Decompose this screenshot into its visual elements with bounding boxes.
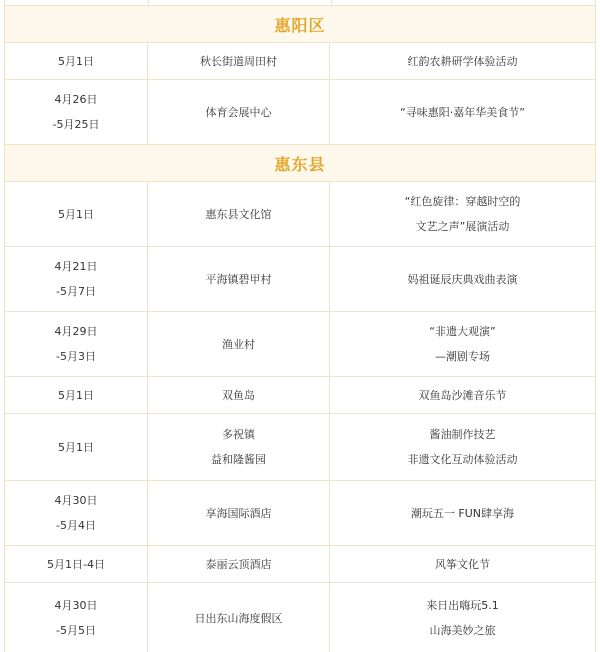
date-cell	[5, 43, 148, 79]
date-cell	[5, 182, 148, 246]
table-row	[5, 247, 595, 312]
activity-text: —潮剧专场	[435, 350, 490, 363]
date-cell	[5, 80, 148, 144]
date-cell	[5, 377, 148, 413]
venue-text: 益和隆酱园	[211, 453, 266, 466]
date-text: 5月1日	[58, 440, 94, 454]
date-text: 5月1日	[58, 207, 94, 221]
section-header: 惠东县	[5, 145, 595, 182]
venue-cell	[148, 312, 330, 376]
activity-text: 潮玩五一 FUN肆享海	[410, 506, 515, 520]
table-row	[5, 414, 595, 481]
venue-cell	[148, 583, 330, 652]
table-body	[5, 6, 595, 652]
date-text: 4月29日	[54, 325, 98, 338]
activity-text: 来日出嗨玩5.1	[426, 599, 499, 612]
date-text: 5月1日	[58, 54, 94, 68]
date-cell	[5, 247, 148, 311]
activity-cell	[330, 312, 595, 376]
activity-cell	[330, 377, 595, 413]
activity-text: “红色旋律：穿越时空的	[404, 195, 521, 208]
event-schedule-table	[4, 0, 596, 652]
venue-cell	[148, 481, 330, 545]
activity-cell	[330, 80, 595, 144]
activity-text: 风筝文化节	[435, 557, 490, 571]
activity-cell	[330, 583, 595, 652]
table-row	[5, 481, 595, 546]
date-cell	[5, 414, 148, 480]
table-row	[5, 43, 595, 80]
date-text: 5月1日	[58, 388, 94, 402]
activity-cell	[330, 414, 595, 480]
date-text: -5月5日	[56, 624, 96, 637]
venue-cell	[148, 546, 330, 582]
venue-text: 双鱼岛	[222, 388, 255, 402]
table-row	[5, 583, 595, 652]
table-row	[5, 377, 595, 414]
venue-text: 多祝镇	[222, 428, 255, 441]
activity-text: 双鱼岛沙滩音乐节	[418, 388, 507, 402]
venue-cell	[148, 377, 330, 413]
venue-cell	[148, 247, 330, 311]
venue-text: 平海镇碧甲村	[205, 272, 272, 286]
date-cell	[5, 583, 148, 652]
activity-text: “寻味惠阳·嘉年华美食节”	[400, 105, 525, 119]
date-text: -5月3日	[56, 350, 96, 363]
venue-text: 享海国际酒店	[205, 506, 272, 520]
activity-cell	[330, 481, 595, 545]
venue-cell	[148, 80, 330, 144]
date-text: 4月30日	[54, 494, 98, 507]
date-text: 5月1日-4日	[47, 557, 105, 571]
date-cell	[5, 312, 148, 376]
venue-text: 惠东县文化馆	[205, 207, 272, 221]
date-cell	[5, 546, 148, 582]
table-row	[5, 80, 595, 145]
date-text: -5月7日	[56, 285, 96, 298]
activity-cell	[330, 247, 595, 311]
activity-cell	[330, 182, 595, 246]
activity-cell	[330, 43, 595, 79]
venue-text: 日出东山海度假区	[194, 611, 283, 625]
activity-text: 酱油制作技艺	[429, 428, 496, 441]
venue-text: 泰丽云顶酒店	[205, 557, 272, 571]
activity-text: 妈祖诞辰庆典戏曲表演	[407, 272, 518, 286]
section-header: 惠阳区	[5, 6, 595, 43]
activity-text: “非遗大观演”	[429, 325, 496, 338]
venue-text: 体育会展中心	[205, 105, 272, 119]
date-text: -5月4日	[56, 519, 96, 532]
activity-text: 红韵农耕研学体验活动	[407, 54, 518, 68]
table-row	[5, 312, 595, 377]
activity-cell	[330, 546, 595, 582]
date-cell	[5, 481, 148, 545]
date-text: 4月21日	[54, 260, 98, 273]
venue-cell	[148, 182, 330, 246]
activity-text: 山海美妙之旅	[429, 624, 496, 637]
venue-text: 秋长街道周田村	[200, 54, 277, 68]
date-text: 4月30日	[54, 599, 98, 612]
venue-cell	[148, 43, 330, 79]
table-row	[5, 546, 595, 583]
venue-text: 渔业村	[222, 337, 255, 351]
activity-text: 非遗文化互动体验活动	[407, 453, 518, 466]
activity-text: 文艺之声”展演活动	[415, 220, 510, 233]
date-text: 4月26日	[54, 93, 98, 106]
date-text: -5月25日	[52, 118, 100, 131]
venue-cell	[148, 414, 330, 480]
table-row	[5, 182, 595, 247]
